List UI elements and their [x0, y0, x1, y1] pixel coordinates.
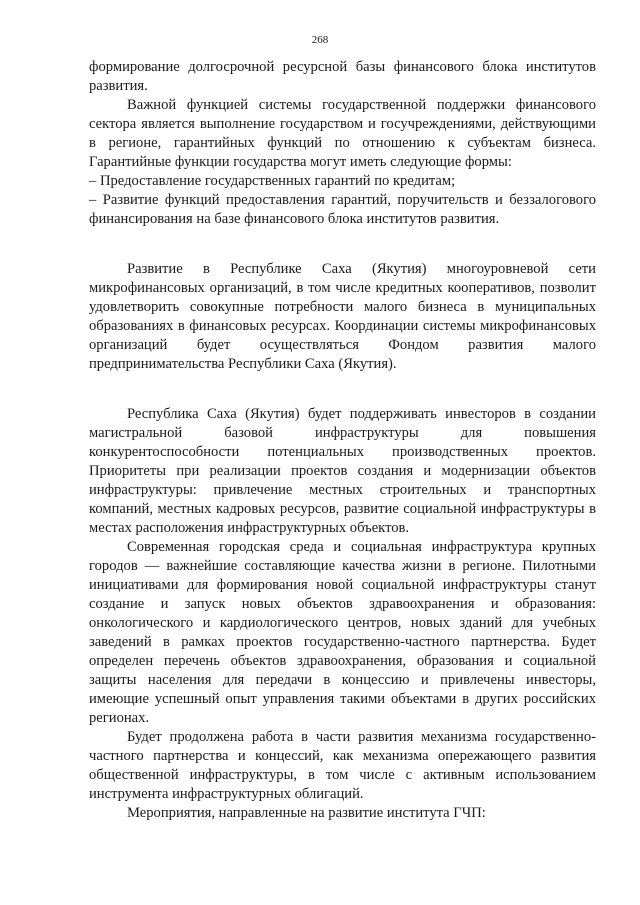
- paragraph-investors: Республика Саха (Якутия) будет поддерживать инвесторов в создании магистральной базовой инфраструктуры для повышения конкурентоспособности потенциальных производственных проектов. Приоритеты при реализации проектов создания и модернизации объектов инфраструктуры: привлечение местных строительных и транспортных компаний, местных кадровых ресурсов, развитие социальной инфраструктуры в местах расположения инфраструктурных объектов.: [89, 406, 596, 536]
- page-number: 268: [311, 34, 329, 46]
- paragraph-ppp-measures: Мероприятия, направленные на развитие института ГЧП:: [127, 805, 486, 821]
- paragraph-ppp-mechanism: Будет продолжена работа в части развития механизма государственно-частного партнерства и концессий, как механизма опережающего развития общественной инфраструктуры, в том числе с активным использованием инструмента инфраструктурных облигаций.: [89, 729, 596, 802]
- paragraph-guarantee-functions: Важной функцией системы государственной поддержки финансового сектора является выполнение государством и госучреждениями, действующими в регионе, гарантийных функций по отношению к субъектам бизнеса. Гарантийные функции государства могут иметь следующие формы:: [89, 97, 596, 170]
- paragraph-continuation: формирование долгосрочной ресурсной базы финансового блока институтов развития.: [89, 59, 596, 94]
- document-body: [89, 58, 596, 823]
- paragraph-microfinance: Развитие в Республике Саха (Якутия) многоуровневой сети микрофинансовых организаций, в том числе кредитных кооперативов, позволит удовлетворить совокупные потребности малого бизнеса в муниципальных образованиях в финансовых ресурсах. Координации системы микрофинансовых организаций будет осуществляться Фондом развития малого предпринимательства Республики Саха (Якутия).: [89, 261, 596, 372]
- paragraph-urban-environment: Современная городская среда и социальная инфраструктура крупных городов — важнейшие составляющие качества жизни в регионе. Пилотными инициативами для формирования новой социальной инфраструктуры станут создание и запуск новых объектов здравоохранения и образования: онкологического и кардиологического центров, новых зданий для учебных заведений в рамках проектов государственно-частного партнерства. Будет определен перечень объектов здравоохранения, образования и социальной защиты населения для передачи в концессию и привлечены инвесторы, имеющие успешный опыт управления такими объектами в других российских регионах.: [89, 539, 596, 726]
- list-item-guarantee-development: – Развитие функций предоставления гарантий, поручительств и беззалогового финансирования на базе финансового блока институтов развития.: [89, 192, 596, 227]
- list-item-state-guarantees: – Предоставление государственных гарантий по кредитам;: [89, 173, 456, 189]
- paragraph-gap: [89, 374, 596, 405]
- paragraph-gap: [89, 229, 596, 260]
